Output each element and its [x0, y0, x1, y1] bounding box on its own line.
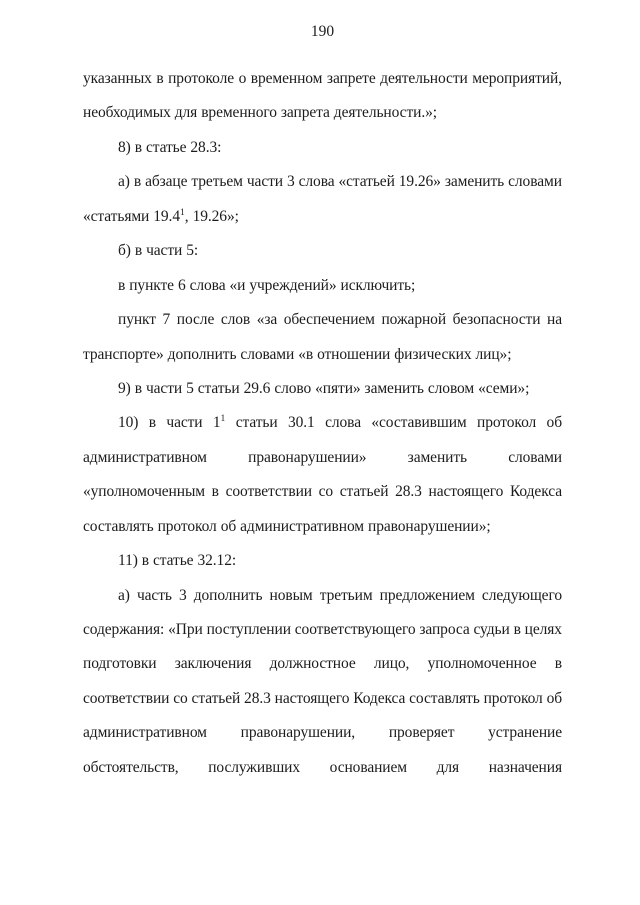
word: устранение: [488, 724, 562, 742]
word: протокол: [477, 414, 537, 432]
word: в: [513, 621, 521, 638]
word: части: [246, 173, 283, 191]
word: в: [211, 483, 219, 501]
word: судьи: [473, 621, 510, 638]
word: Кодекса: [509, 483, 562, 501]
text-line: [83, 579, 562, 613]
word: настоящего: [428, 483, 504, 501]
word: слов: [220, 311, 251, 329]
word: протокол: [483, 689, 543, 707]
word: 10): [118, 414, 139, 432]
word: лицо,: [373, 655, 410, 673]
word: «статьей: [338, 173, 395, 191]
word: 11): [118, 552, 138, 570]
word: в: [133, 173, 142, 191]
word: 5:: [186, 242, 199, 260]
text-line: [83, 544, 562, 578]
paragraph: [83, 372, 562, 406]
word: запроса: [419, 621, 470, 638]
word: содержания:: [83, 621, 165, 638]
word: «При: [168, 621, 203, 638]
word: в: [134, 242, 143, 260]
word: отношении: [317, 345, 391, 363]
word: заменить: [407, 448, 467, 466]
text-line: [83, 441, 562, 475]
word: статьи: [235, 414, 278, 432]
word: временного: [201, 104, 277, 122]
word: 7: [162, 311, 171, 329]
page-number: 190: [310, 23, 335, 40]
word: обстоятельств,: [83, 758, 179, 776]
word: а): [118, 586, 130, 604]
word: в: [141, 552, 150, 570]
word: абзаце: [145, 173, 188, 191]
word: третьем: [191, 173, 243, 191]
word: поступлении: [206, 621, 291, 638]
word: статье: [153, 552, 194, 570]
text-line: [83, 475, 562, 509]
word: проверяет: [388, 724, 455, 742]
word: пункт: [118, 311, 156, 329]
word: третьим: [319, 586, 373, 604]
paragraph: [83, 165, 562, 234]
word: 30.1: [287, 414, 315, 432]
word: слова: [189, 276, 226, 294]
text-line: [83, 62, 562, 96]
word: «уполномоченным: [83, 483, 205, 501]
word: указанных: [83, 70, 152, 87]
word: основанием: [329, 758, 407, 776]
word: в: [134, 379, 142, 397]
word: необходимых: [83, 104, 171, 122]
word: 8): [118, 138, 131, 156]
word: уполномоченное: [427, 655, 537, 673]
word: предложением: [379, 586, 475, 604]
text-line: [83, 372, 562, 406]
word: слово: [274, 379, 312, 397]
word: «за: [256, 311, 278, 329]
word: в: [134, 138, 142, 156]
text-line: [83, 510, 562, 544]
word: статьей: [339, 483, 389, 501]
word: слова: [298, 173, 335, 191]
word: соответствующего: [294, 621, 416, 638]
text-line: [83, 269, 562, 303]
word: $1^1$: [212, 413, 226, 432]
word: исключить;: [340, 276, 416, 294]
paragraph: [83, 303, 562, 372]
word: «в: [298, 345, 314, 363]
word: «пяти»: [315, 379, 361, 397]
word: статьи: [197, 379, 240, 397]
word: безопасности: [452, 311, 541, 329]
word: на: [547, 311, 562, 329]
word: запрете: [326, 70, 376, 87]
paragraph: [83, 62, 562, 131]
word: части: [146, 242, 183, 260]
word: 9): [118, 379, 131, 397]
word: подготовки: [83, 655, 157, 673]
word: заключения: [174, 655, 252, 673]
word: 32.12:: [197, 552, 237, 570]
text-line: [83, 303, 562, 337]
word: слова: [325, 414, 361, 432]
text-line: [83, 234, 562, 268]
word: словом: [427, 379, 475, 397]
word: правонарушении»;: [368, 517, 491, 535]
word: части: [145, 379, 183, 397]
word: 28.3: [244, 689, 271, 707]
word: заменить: [364, 379, 424, 397]
word: статьей: [191, 689, 241, 707]
word: пожарной: [381, 311, 447, 329]
word: 29.6: [243, 379, 271, 397]
word: об: [220, 517, 237, 535]
word: целях: [524, 621, 562, 638]
paragraph: [83, 579, 562, 786]
word: для: [174, 104, 198, 122]
word: новым: [269, 586, 313, 604]
text-line: [83, 200, 562, 234]
word: б): [118, 242, 131, 260]
word: административном: [240, 517, 365, 535]
word: назначения: [488, 758, 562, 776]
word: 19.26»;: [192, 207, 239, 225]
word: временном: [250, 70, 323, 87]
word: мероприятий,: [472, 70, 562, 87]
word: об: [546, 414, 562, 432]
word: в: [554, 655, 562, 673]
word: «составившим: [371, 414, 467, 432]
text-line: [83, 716, 562, 750]
word: 28.3: [395, 483, 422, 501]
text-line: [83, 647, 562, 681]
word: составлять: [83, 517, 154, 535]
word: после: [176, 311, 215, 329]
word: об: [546, 689, 562, 707]
word: со: [173, 689, 188, 707]
text-line: [83, 406, 562, 440]
paragraph: [83, 544, 562, 578]
word: 19.26»: [398, 173, 441, 191]
word: должностное: [269, 655, 356, 673]
word: пункте: [129, 276, 174, 294]
word: соответствии: [225, 483, 312, 501]
word: 28.3:: [190, 138, 222, 156]
word: а): [118, 173, 130, 191]
paragraph: [83, 269, 562, 303]
word: учреждений»: [249, 276, 337, 294]
word: для: [436, 758, 460, 776]
word: 3: [286, 173, 295, 191]
word: часть: [136, 586, 172, 604]
word: части: [166, 414, 203, 432]
document-body: [83, 62, 562, 785]
word: «статьями: [83, 207, 150, 225]
word: 3: [178, 586, 187, 604]
word: следующего: [481, 586, 562, 604]
word: словами: [508, 173, 562, 191]
word: словами: [508, 448, 562, 466]
text-line: [83, 682, 562, 716]
word: о: [238, 70, 247, 87]
word: «и: [229, 276, 246, 294]
word: правонарушении,: [240, 724, 356, 742]
word: административном: [83, 448, 207, 466]
word: протоколе: [168, 70, 235, 87]
word: соответствии: [83, 689, 170, 707]
text-line: [83, 338, 562, 372]
word: составлять: [409, 689, 480, 707]
word: 19.4$^1$,: [153, 206, 189, 225]
text-line: [83, 751, 562, 785]
word: административном: [83, 724, 207, 742]
paragraph: [83, 234, 562, 268]
word: словами: [240, 345, 295, 363]
word: деятельности.»;: [333, 104, 437, 122]
word: транспорте»: [83, 345, 164, 363]
word: в: [156, 70, 164, 87]
word: 5: [186, 379, 194, 397]
word: деятельности: [380, 70, 468, 87]
text-line: [83, 165, 562, 199]
word: в: [148, 414, 156, 432]
word: со: [318, 483, 334, 501]
word: правонарушении»: [248, 448, 367, 466]
word: 6: [177, 276, 186, 294]
word: запрета: [280, 104, 330, 122]
word: заменить: [444, 173, 505, 191]
word: обеспечением: [283, 311, 375, 329]
word: дополнить: [193, 586, 263, 604]
word: дополнить: [167, 345, 237, 363]
word: протокол: [157, 517, 217, 535]
text-line: [83, 613, 562, 647]
text-line: [83, 96, 562, 130]
word: физических: [394, 345, 472, 363]
paragraph: [83, 406, 562, 544]
word: «семи»;: [478, 379, 530, 397]
word: статье: [145, 138, 187, 156]
word: послуживших: [208, 758, 301, 776]
word: в: [118, 276, 126, 294]
text-line: [83, 131, 562, 165]
word: Кодекса: [353, 689, 406, 707]
word: настоящего: [274, 689, 350, 707]
word: лиц»;: [475, 345, 512, 363]
paragraph: [83, 131, 562, 165]
